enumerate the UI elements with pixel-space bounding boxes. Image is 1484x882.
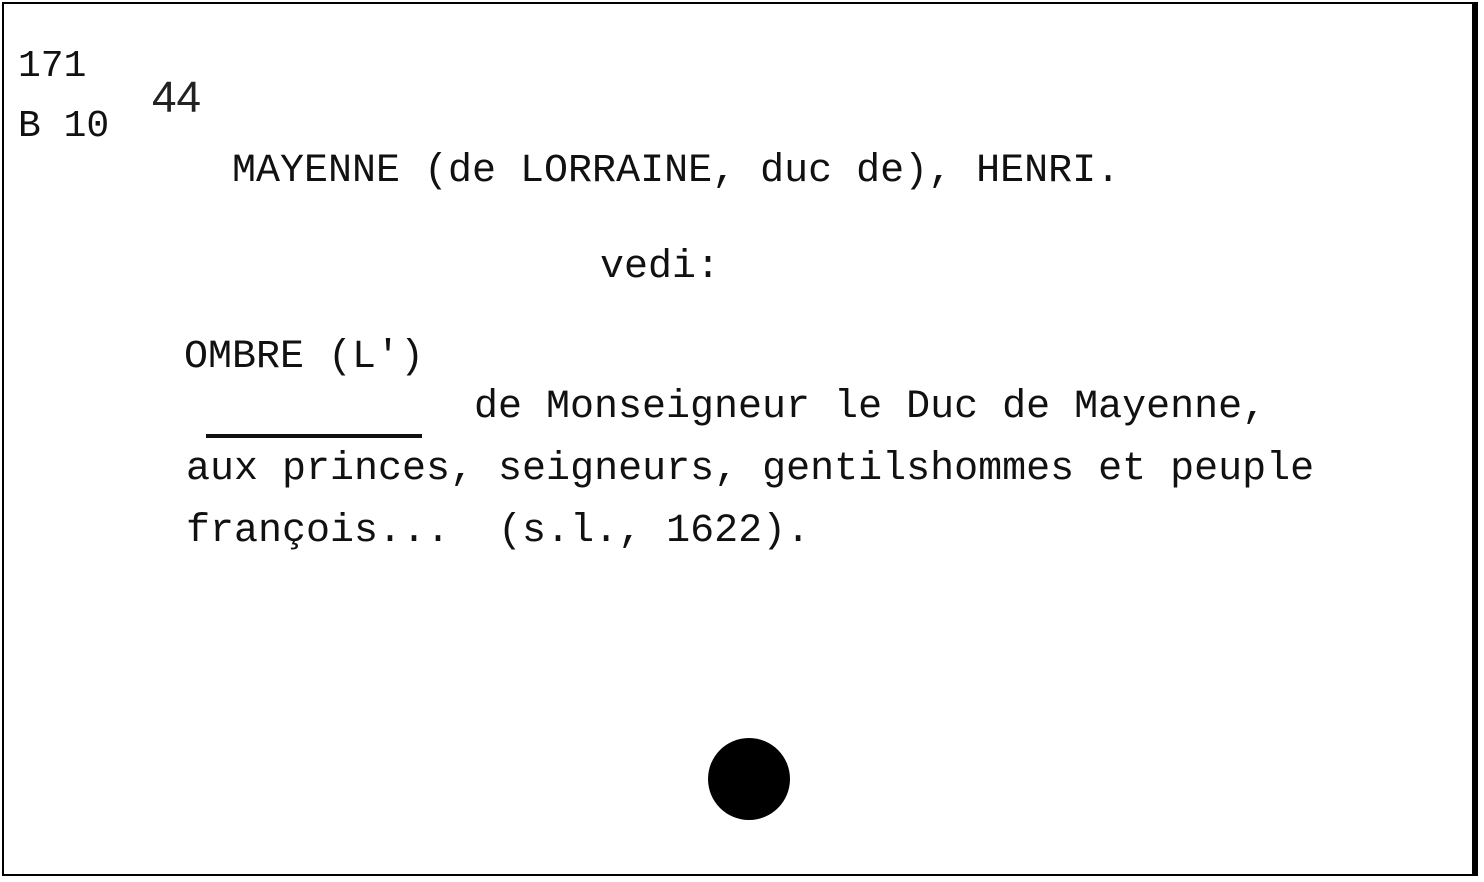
punch-hole (708, 738, 790, 820)
shelfmark-line-1: 171 (18, 45, 87, 88)
title-line-2: de Monseigneur le Duc de Mayenne, (474, 385, 1267, 430)
title-line-4: françois... (s.l., 1622). (186, 509, 811, 554)
shelfmark-line-2: B 10 (18, 105, 110, 148)
see-reference-label: vedi: (600, 245, 721, 290)
handwritten-number: 44 (152, 73, 201, 122)
author-heading: MAYENNE (de LORRAINE, duc de), HENRI. (232, 149, 1121, 194)
title-line-1: OMBRE (L') (184, 335, 425, 380)
catalog-card (2, 2, 1478, 876)
repeat-dash-line (206, 434, 422, 438)
title-line-3: aux princes, seigneurs, gentilshommes et peuple (186, 447, 1315, 492)
